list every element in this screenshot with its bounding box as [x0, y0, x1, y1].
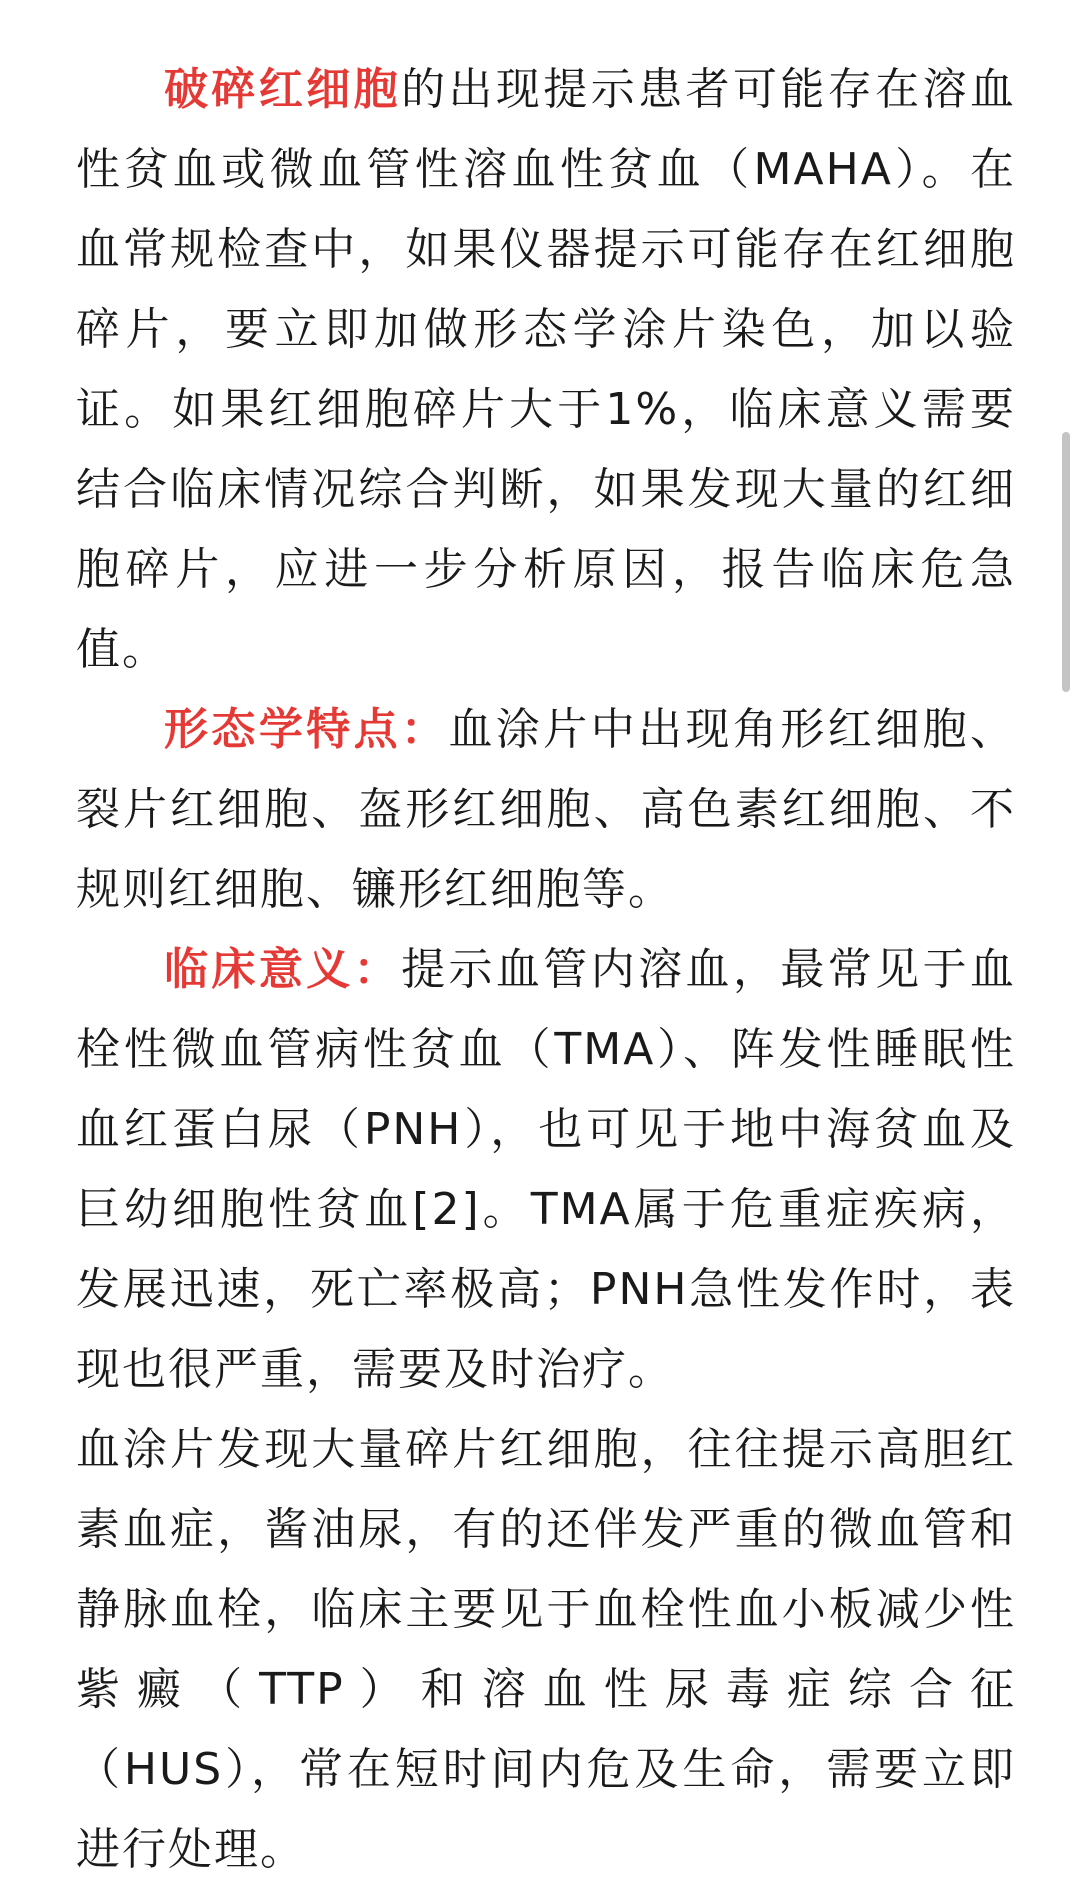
article-body: [76, 50, 1016, 1890]
highlight-term: 临床意义：: [164, 944, 402, 995]
paragraph-text: 血涂片中出现角形红细胞、裂片红细胞、盔形红细胞、高色素红细胞、不规则红细胞、镰形红细胞等。: [76, 704, 1017, 915]
paragraph-schistocyte-intro: [76, 50, 1016, 690]
scrollbar-thumb[interactable]: [1062, 432, 1070, 692]
paragraph-morphology: [76, 690, 1016, 930]
paragraph-clinical-significance: [76, 930, 1016, 1410]
highlight-term: 破碎红细胞: [164, 64, 402, 115]
paragraph-text: 提示血管内溶血，最常见于血栓性微血管病性贫血（TMA）、阵发性睡眠性血红蛋白尿（PNH），也可见于地中海贫血及巨幼细胞性贫血[2]。TMA属于危重症疾病，发展迅速，死亡率极高；PNH急性发作时，表现也很严重，需要及时治疗。: [76, 944, 1017, 1395]
highlight-term: 形态学特点：: [164, 704, 449, 755]
paragraph-text: 的出现提示患者可能存在溶血性贫血或微血管性溶血性贫血（MAHA）。在血常规检查中，如果仪器提示可能存在红细胞碎片，要立即加做形态学涂片染色，加以验证。如果红细胞碎片大于1%，临床意义需要结合临床情况综合判断，如果发现大量的红细胞碎片，应进一步分析原因，报告临床危急值。: [76, 64, 1017, 675]
paragraph-critical-findings: [76, 1410, 1016, 1890]
paragraph-text: 血涂片发现大量碎片红细胞，往往提示高胆红素血症，酱油尿，有的还伴发严重的微血管和静脉血栓，临床主要见于血栓性血小板减少性紫癜（TTP）和溶血性尿毒症综合征（HUS），常在短时间内危及生命，需要立即进行处理。: [76, 1424, 1016, 1875]
